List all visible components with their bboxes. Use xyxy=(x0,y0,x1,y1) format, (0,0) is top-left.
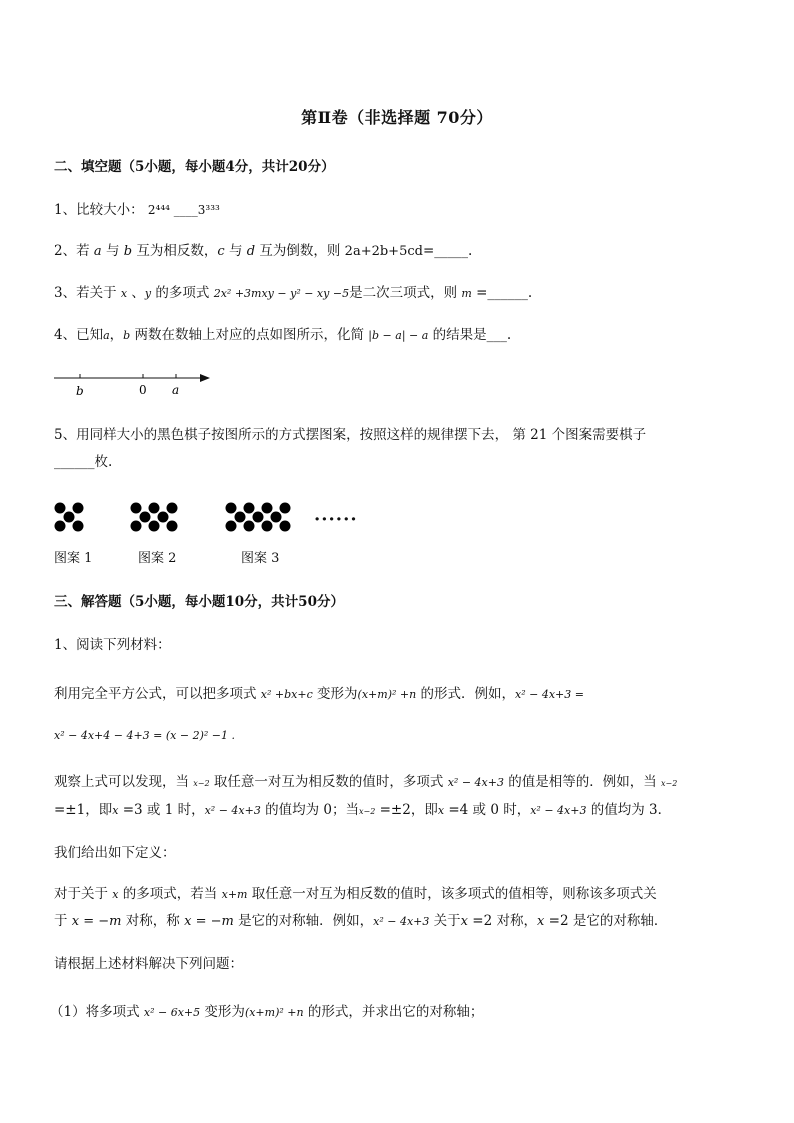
math-expr: x² − 4x+3 xyxy=(204,804,261,817)
question-5-line-1: 5、用同样大小的黑色棋子按图所示的方式摆图案，按照这样的规律摆下去， 第 21 个图案需要棋子 xyxy=(54,427,647,443)
math-expr: x² − 4x+4 − 4+3 = (x − 2)² −1 . xyxy=(54,729,235,742)
math-expr: x−2 xyxy=(193,779,210,788)
text: 的多项式，若当 xyxy=(118,886,222,902)
var-d: d xyxy=(246,244,256,259)
material-line-1 xyxy=(54,684,584,705)
section-heading-solve: 三、解答题（5小题，每小题10分，共计50分） xyxy=(54,594,344,610)
number-line xyxy=(54,370,214,402)
var-c: c xyxy=(217,244,225,259)
text: 观察上式可以发现，当 xyxy=(54,774,194,790)
text: 于 xyxy=(54,913,72,929)
text: =2 是它的对称轴． xyxy=(544,913,668,929)
section-heading-fill-blank: 二、填空题（5小题，每小题4分，共计20分） xyxy=(54,159,335,175)
chess-piece xyxy=(167,503,178,514)
text: 取任意一对互为相反数的值时，该多项式的值相等，则称该多项式关 xyxy=(247,886,657,902)
math-expr: (x+m)² +n xyxy=(244,1006,304,1019)
math-expr: x² +bx+c xyxy=(260,688,313,701)
text: 对称，称 xyxy=(121,913,185,929)
material-line-2 xyxy=(54,725,235,746)
math-expr: x = −m xyxy=(71,914,122,929)
definition-line-1 xyxy=(54,884,657,905)
q2-text-c: 互为相反数， xyxy=(132,243,218,259)
math-expr: x = −m xyxy=(184,914,234,929)
pattern-ellipsis: ······ xyxy=(314,509,358,530)
q1-text: 1、比较大小： xyxy=(54,202,144,218)
q2-text-b: 与 xyxy=(101,243,124,259)
s3-question-1-intro: 1、阅读下列材料： xyxy=(54,637,171,653)
definition-intro: 我们给出如下定义： xyxy=(54,845,176,861)
q4-text-d: 的结果是___. xyxy=(428,327,512,343)
chess-piece xyxy=(244,521,255,532)
text: 的值是相等的．例如，当 xyxy=(503,774,662,790)
text: 利用完全平方公式，可以把多项式 xyxy=(54,686,261,702)
q3-text-b: 、 xyxy=(127,285,145,301)
text: =±2，即 xyxy=(375,802,438,818)
chess-piece xyxy=(271,512,282,523)
question-3 xyxy=(54,283,532,304)
chess-piece xyxy=(55,503,66,514)
chess-piece xyxy=(226,521,237,532)
text: =3 或 1 时， xyxy=(118,802,205,818)
q3-text-d: 是二次三项式，则 xyxy=(349,285,462,301)
math-expr: x xyxy=(537,914,545,929)
text: （1）将多项式 xyxy=(50,1004,144,1020)
math-expr: x+m xyxy=(221,888,248,901)
math-expr: x xyxy=(437,804,445,817)
label-zero: 0 xyxy=(139,383,147,397)
var-a: a xyxy=(103,329,110,342)
q4-expr: |b − a| − a xyxy=(368,329,429,342)
var-a: a xyxy=(93,244,102,259)
text: 取任意一对互为相反数的值时，多项式 xyxy=(209,774,448,790)
math-expr: x² − 4x+3 xyxy=(373,915,430,928)
math-expr: x² − 6x+5 xyxy=(143,1006,201,1019)
text: 对于关于 xyxy=(54,886,113,902)
text: 关于 xyxy=(429,913,461,929)
chess-piece xyxy=(131,521,142,532)
chess-piece xyxy=(226,503,237,514)
number-line-arrow xyxy=(200,374,210,382)
var-b: b xyxy=(123,244,133,259)
pattern-2-caption: 图案 2 xyxy=(138,551,177,566)
q3-expr: 2x² +3mxy − y² − xy −5 xyxy=(213,287,350,300)
var-b: b xyxy=(123,329,131,342)
chess-piece xyxy=(73,503,84,514)
q2-expr: 2a+2b+5cd xyxy=(344,244,423,259)
text: 是它的对称轴．例如， xyxy=(233,913,374,929)
math-expr: x−2 xyxy=(359,807,376,816)
chess-piece xyxy=(262,521,273,532)
definition-line-2 xyxy=(54,911,667,932)
label-a: a xyxy=(172,383,180,397)
q4-text-b: ， xyxy=(109,327,124,343)
var-m: m xyxy=(461,287,472,300)
math-expr: x² − 4x+3 = xyxy=(515,688,584,701)
chess-piece xyxy=(280,503,291,514)
chess-piece xyxy=(131,503,142,514)
var-y: y xyxy=(144,287,152,300)
q3-text-c: 的多项式 xyxy=(151,285,214,301)
q4-text-c: 两数在数轴上对应的点如图所示，化简 xyxy=(130,327,369,343)
q4-text-a: 4、已知 xyxy=(54,327,104,343)
text: =2 对称， xyxy=(468,913,537,929)
math-expr: x² − 4x+3 xyxy=(447,776,504,789)
text: =±1，即 xyxy=(54,802,113,818)
q2-text-e: 互为倒数，则 xyxy=(255,243,345,259)
math-expr: x−2 xyxy=(661,779,678,788)
question-1 xyxy=(54,200,220,220)
pattern-3 xyxy=(225,502,293,534)
text: 变形为 xyxy=(312,686,358,702)
chess-piece xyxy=(158,512,169,523)
chess-piece xyxy=(280,521,291,532)
math-expr: (x+m)² +n xyxy=(357,688,417,701)
question-4 xyxy=(54,325,511,346)
chess-piece xyxy=(167,521,178,532)
chess-piece xyxy=(55,521,66,532)
question-5-line-2: ______枚. xyxy=(54,454,113,470)
page-title: 第Ⅱ卷（非选择题 70分） xyxy=(301,108,493,127)
question-2 xyxy=(54,241,472,262)
label-b: b xyxy=(76,384,84,398)
chess-piece xyxy=(235,512,246,523)
chess-piece xyxy=(140,512,151,523)
pattern-1 xyxy=(54,502,86,534)
chess-piece xyxy=(149,503,160,514)
q3-blank: =______. xyxy=(471,285,533,301)
observation-line-2 xyxy=(54,800,671,822)
pattern-3-caption: 图案 3 xyxy=(241,551,280,566)
sub-question-1 xyxy=(50,1002,483,1023)
pattern-2 xyxy=(130,502,180,534)
text: 的形式．例如， xyxy=(416,686,515,702)
chess-piece xyxy=(73,521,84,532)
math-expr: x² − 4x+3 xyxy=(530,804,587,817)
observation-line-1 xyxy=(54,772,677,794)
chess-piece xyxy=(149,521,160,532)
math-expr: x xyxy=(112,804,119,817)
pattern-1-caption: 图案 1 xyxy=(54,551,93,566)
var-x: x xyxy=(120,287,128,300)
math-expr: x xyxy=(112,888,119,901)
text: 的形式，并求出它的对称轴； xyxy=(303,1004,484,1020)
chess-piece xyxy=(262,503,273,514)
chess-piece xyxy=(253,512,264,523)
text: 的值均为 0；当 xyxy=(260,802,360,818)
q1-expr: 2⁴⁴⁴ ____3³³³ xyxy=(147,203,220,217)
text: =4 或 0 时， xyxy=(444,802,531,818)
q2-text-d: 与 xyxy=(224,243,247,259)
chess-piece xyxy=(244,503,255,514)
text: 变形为 xyxy=(200,1004,245,1020)
text: 的值均为 3． xyxy=(586,802,672,818)
q2-text-a: 2、若 xyxy=(54,243,94,259)
q2-blank: =_____. xyxy=(422,243,473,259)
solve-intro: 请根据上述材料解决下列问题： xyxy=(54,956,243,972)
chess-piece xyxy=(64,512,75,523)
q3-text-a: 3、若关于 xyxy=(54,285,121,301)
math-expr: x xyxy=(460,914,469,929)
